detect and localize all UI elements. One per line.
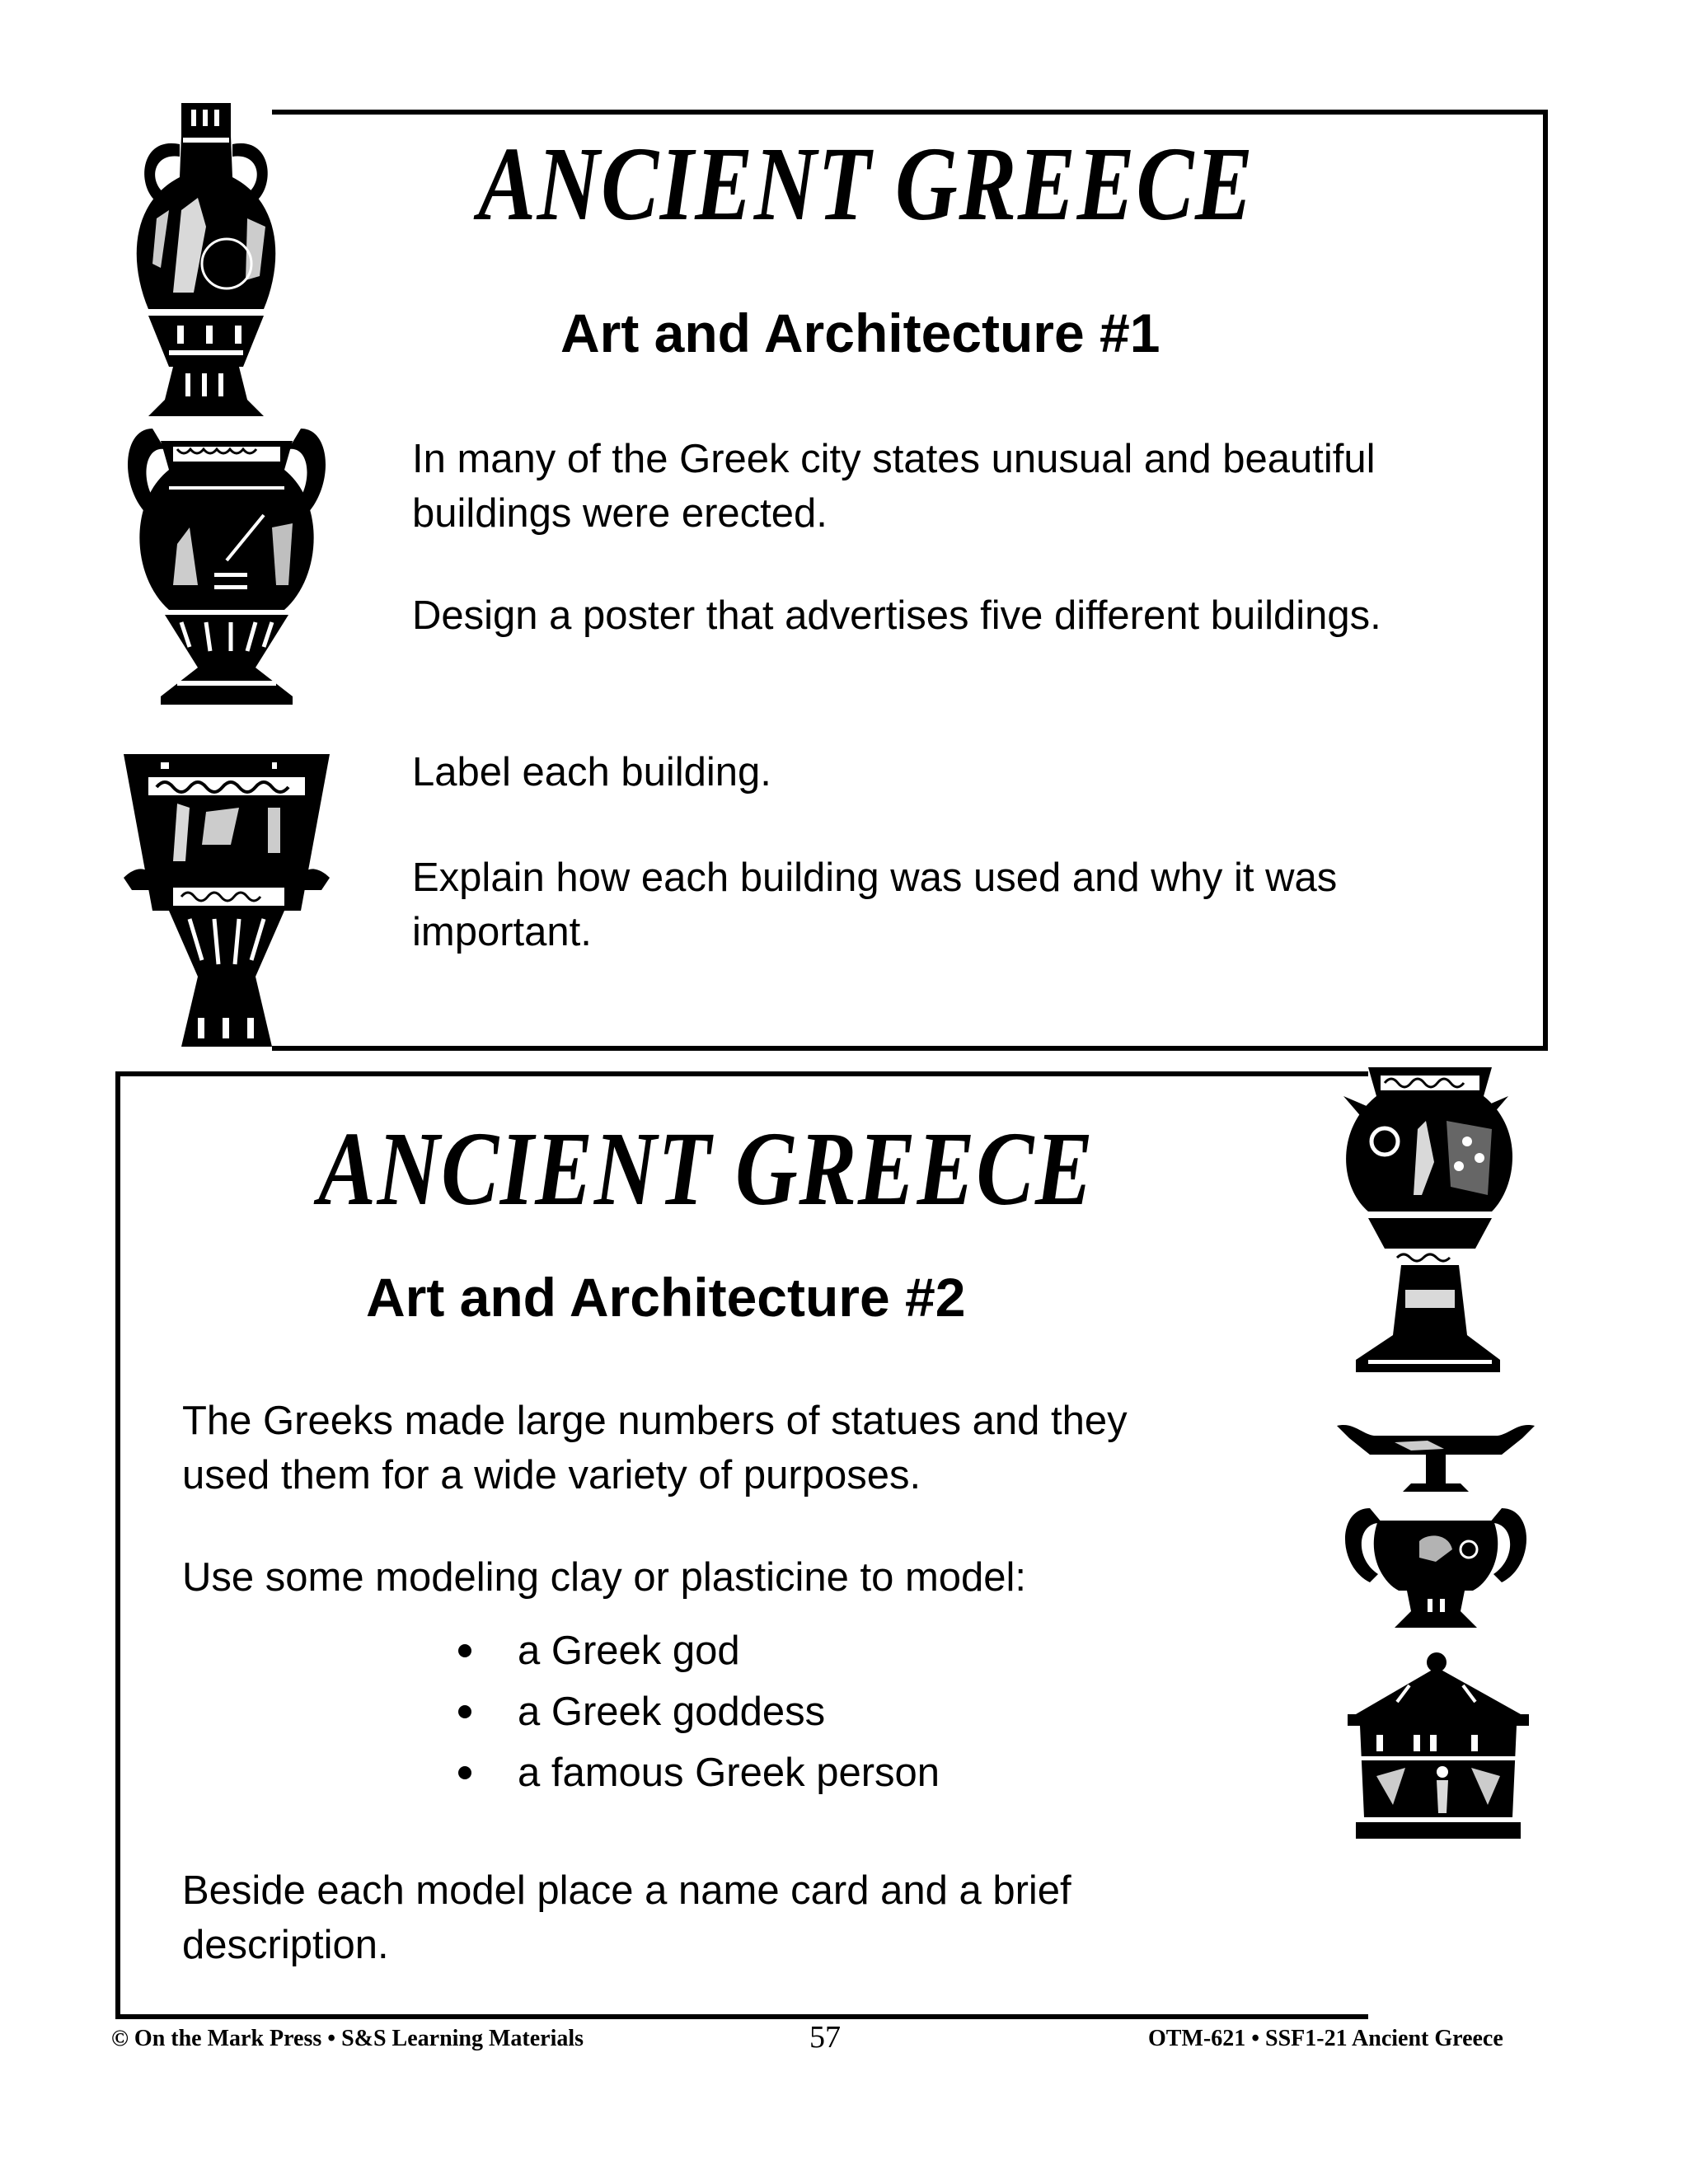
bullet-icon [458, 1705, 471, 1718]
paragraph: Label each building. [412, 750, 771, 794]
paragraph: Design a poster that advertises five different buildings. [412, 593, 1381, 638]
footed-krater-vase-icon [1335, 1063, 1517, 1401]
page-number: 57 [809, 2020, 841, 2055]
lidded-pyxis-vase-icon [1339, 1652, 1537, 2023]
amphora-vase-icon [124, 103, 288, 433]
bullet-icon [458, 1766, 471, 1779]
copyright-notice: © On the Mark Press • S&S Learning Materials [111, 2026, 584, 2051]
card-banner-title: ANCIENT GREECE [318, 1110, 1095, 1227]
bullet-icon [458, 1644, 471, 1657]
card-subtitle: Art and Architecture #2 [366, 1267, 966, 1328]
paragraph: Beside each model place a name card and a brief description. [182, 1868, 1071, 1967]
bell-krater-vase-icon [124, 746, 330, 1051]
activity-card-1 [272, 110, 1548, 1051]
card-subtitle: Art and Architecture #1 [560, 302, 1160, 363]
krater-vase-icon [120, 412, 334, 729]
paragraph: The Greeks made large numbers of statues and they used them for a wide variety of purposes. [182, 1399, 1128, 1497]
list-item: a Greek god [458, 1620, 940, 1681]
list-item: a famous Greek person [458, 1742, 940, 1803]
card-banner-title: ANCIENT GREECE [478, 125, 1254, 242]
list-item: a Greek goddess [458, 1681, 940, 1742]
kylix-cup-icon [1337, 1418, 1535, 1632]
product-code: OTM-621 • SSF1-21 Ancient Greece [1148, 2026, 1503, 2051]
activity-card-2 [115, 1071, 1368, 2019]
model-list [458, 1620, 940, 1803]
paragraph: Use some modeling clay or plasticine to model: [182, 1555, 1027, 1600]
paragraph: In many of the Greek city states unusual and beautiful buildings were erected. [412, 437, 1376, 536]
paragraph: Explain how each building was used and why it was important. [412, 855, 1338, 954]
